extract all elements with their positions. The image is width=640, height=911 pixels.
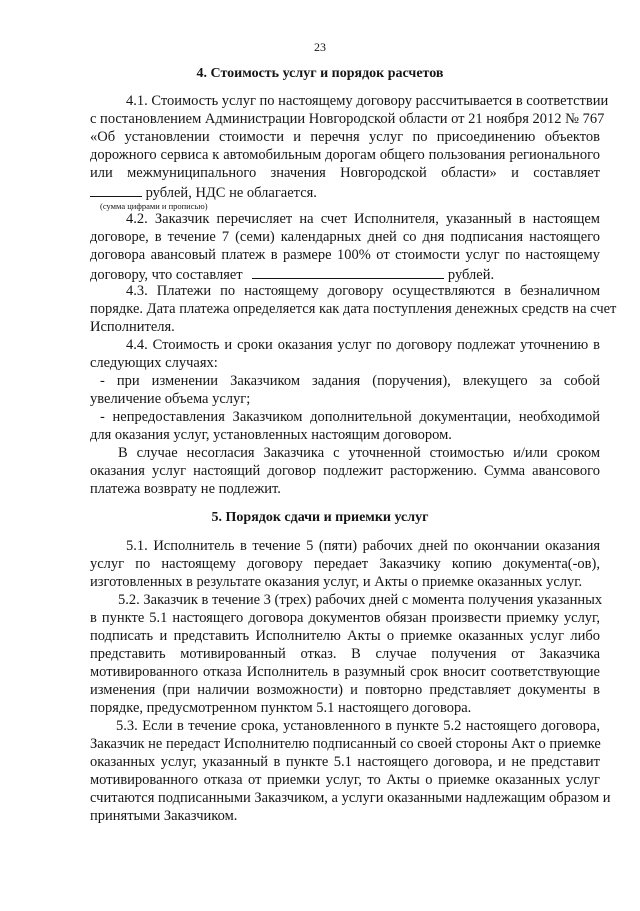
paragraph-line: 5.3. Если в течение срока, установленного в пункте 5.2 настоящего договора, [116, 718, 600, 734]
paragraph-line: в пункте 5.1 настоящего договора документов обязан произвести приемку услуг, [90, 610, 600, 626]
paragraph-line: 5.1. Исполнитель в течение 5 (пяти) рабочих дней по окончании оказания [126, 538, 600, 554]
paragraph-line: считаются подписанными Заказчиком, а услуги оказанными надлежащим образом и [90, 790, 611, 806]
paragraph-line-text: договору, что составляет [90, 267, 243, 283]
paragraph-line: следующих случаях: [90, 355, 218, 371]
paragraph-line: увеличение объема услуг; [90, 391, 251, 407]
prepayment-amount-blank [252, 265, 444, 279]
paragraph-line: - при изменении Заказчиком задания (поручения), влекущего за собой [100, 373, 600, 389]
amount-blank [90, 183, 142, 197]
amount-note: (сумма цифрами и прописью) [100, 201, 208, 211]
paragraph-line: изменения (при наличии возможности) и повторно представляет документы в [90, 682, 600, 698]
paragraph-line [90, 265, 600, 282]
paragraph-line: договора авансовый платеж в размере 100% от стоимости услуг по настоящему [90, 247, 600, 263]
section-5-heading: 5. Порядок сдачи и приемки услуг [211, 510, 429, 525]
paragraph-line: оказанных услуг, указанный в пункте 5.1 настоящего договора, и не представит [90, 754, 600, 770]
paragraph-line: 4.2. Заказчик перечисляет на счет Исполнителя, указанный в настоящем [126, 211, 600, 227]
paragraph-line: изготовленных в результате оказания услуг, и Акты о приемке оказанных услуг. [90, 574, 583, 590]
paragraph-line: платежа возврату не подлежит. [90, 481, 281, 497]
paragraph-line-text: рублей. [447, 267, 495, 283]
paragraph-line: представить мотивированный отказ. В случае получения от Заказчика [90, 646, 600, 662]
paragraph-line: подписать и представить Исполнителю Акты о приемке оказанных услуг либо [90, 628, 600, 644]
paragraph-line: с постановлением Администрации Новгородской области от 21 ноября 2012 № 767 [90, 111, 605, 127]
paragraph-line: мотивированного отказа Исполнитель в разумный срок вносит соответствующие [90, 664, 600, 680]
paragraph-line: порядке, предусмотренном пунктом 5.1 настоящего договора. [90, 700, 472, 716]
paragraph-line: «Об установлении стоимости и перечня услуг по присоединению объектов [90, 129, 600, 145]
paragraph-line: мотивированного отказа от приемки услуг, то Акты о приемке оказанных услуг [90, 772, 600, 788]
paragraph-line: оказания услуг настоящий договор подлежит расторжению. Сумма авансового [90, 463, 600, 479]
paragraph-line: - непредоставления Заказчиком дополнительной документации, необходимой [100, 409, 600, 425]
paragraph-line-text: рублей, НДС не облагается. [145, 185, 317, 201]
paragraph-line: договоре, в течение 7 (семи) календарных дней со дня подписания настоящего [90, 229, 600, 245]
paragraph-line: для оказания услуг, установленных настоящим договором. [90, 427, 452, 443]
page-number: 23 [314, 40, 326, 54]
paragraph-line: Заказчик не передаст Исполнителю подписанный со своей стороны Акт о приемке [90, 736, 601, 752]
paragraph-line: принятыми Заказчиком. [90, 808, 238, 824]
paragraph-line: 4.4. Стоимость и сроки оказания услуг по договору подлежат уточнению в [126, 337, 600, 353]
paragraph-line: или межмуниципального значения Новгородской области» и составляет [90, 165, 600, 181]
paragraph-line: Исполнителя. [90, 319, 175, 335]
paragraph-line: дорожного сервиса к автомобильным дорогам общего пользования регионального [90, 147, 600, 163]
paragraph-line: услуг по настоящему договору передает Заказчику копию документа(-ов), [90, 556, 600, 572]
paragraph-line: В случае несогласия Заказчика с уточненной стоимостью и/или сроком [118, 445, 600, 461]
paragraph-line: 4.3. Платежи по настоящему договору осуществляются в безналичном [126, 283, 600, 299]
paragraph-line: 5.2. Заказчик в течение 3 (трех) рабочих дней с момента получения указанных [118, 592, 603, 608]
paragraph-line [90, 183, 600, 200]
paragraph-line: 4.1. Стоимость услуг по настоящему договору рассчитывается в соответствии [126, 93, 609, 109]
paragraph-line: порядке. Дата платежа определяется как дата поступления денежных средств на счет [90, 301, 617, 317]
section-4-heading: 4. Стоимость услуг и порядок расчетов [196, 66, 444, 81]
